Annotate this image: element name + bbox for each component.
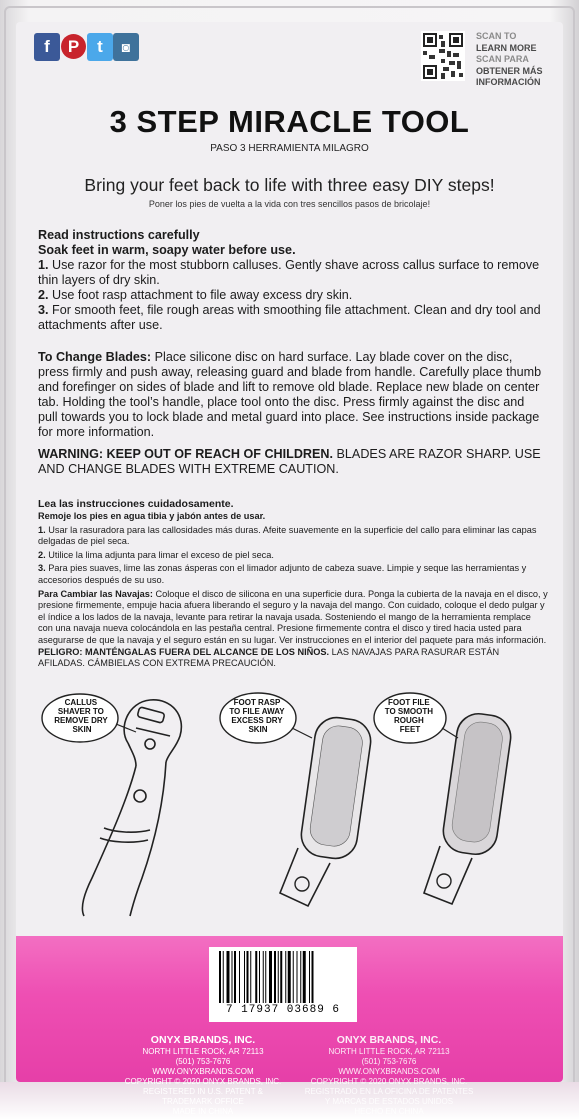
barcode-number: 7 17937 03689 6	[225, 1004, 341, 1016]
address-right: ONYX BRANDS, INC. NORTH LITTLE ROCK, AR 72113 (501) 753-7676 WWW.ONYXBRANDS.COM COPYRIGHT © 2020 ONYX BRANDS, INC. REGISTRADO EN LA OFICINA DE PATENTES Y MARCAS DE ESTADOS UNIDOS HECHO EN CHINA	[304, 1034, 474, 1116]
file-callout-3: ROUGH	[393, 716, 424, 725]
razor-callout-3: REMOVE DRY	[54, 716, 108, 725]
rasp-callout-1: FOOT RASP	[233, 698, 281, 707]
rasp-callout-4: SKIN	[248, 725, 268, 734]
barcode	[209, 947, 357, 1022]
soak-instruction-es: Remoje los pies en agua tibia y jabón antes de usar.	[38, 511, 266, 521]
pinterest-icon[interactable]: P	[61, 34, 86, 59]
step-1: 1. Use razor for the most stubborn calluses. Gently shave across callus surface to remove thin layers of dry skin.	[38, 258, 540, 287]
product-title-es: PASO 3 HERRAMIENTA MILAGRO	[210, 143, 369, 154]
step-2-es: 2. Utilice la lima adjunta para limar el exceso de piel seca.	[38, 549, 274, 560]
address-left: ONYX BRANDS, INC. NORTH LITTLE ROCK, AR 72113 (501) 753-7676 WWW.ONYXBRANDS.COM COPYRIGHT © 2020 ONYX BRANDS, INC. REGISTERED IN U.S. PATENT & TRADEMARK OFFICE MADE IN CHINA	[124, 1034, 282, 1116]
rasp-callout-2: TO FILE AWAY	[229, 707, 285, 716]
instagram-icon[interactable]: ◙	[113, 33, 139, 61]
read-heading-es: Lea las instrucciones cuidadosamente.	[38, 498, 234, 510]
razor-callout-1: CALLUS	[64, 698, 98, 707]
foot-file-illustration	[424, 711, 513, 904]
qr-code[interactable]	[421, 31, 465, 81]
english-instructions	[38, 228, 544, 333]
step-1-es: 1. Usar la rasuradora para las callosidades más duras. Afeite suavemente en la superficie del callo para eliminar las capas delgadas de piel seca.	[38, 524, 537, 547]
change-blades-en: To Change Blades: Place silicone disc on hard surface. Lay blade cover on the disc, press firmly and push away, releasing guard and blade from handle. Carefully place thumb and forefinger on sides of blade and lift to remove old blade. Replace new blade on center tab. Holding the tool’s handle, place tool onto the disc. Press firmly against the disc and pull towards you to lock blade and metal guard into place. See instructions inside package for more information.	[38, 350, 542, 439]
step-2: 2. Use foot rasp attachment to file away excess dry skin.	[38, 288, 353, 302]
facebook-icon[interactable]: f	[34, 33, 60, 61]
razor-callout-2: SHAVER TO	[57, 707, 104, 716]
tagline: Bring your feet back to life with three easy DIY steps!	[84, 175, 495, 195]
rasp-callout	[220, 693, 312, 743]
file-callout	[374, 693, 458, 743]
blister-bottom	[0, 1082, 579, 1120]
twitter-icon[interactable]: t	[87, 33, 113, 61]
social-icons	[34, 33, 139, 61]
read-heading: Read instructions carefully	[38, 228, 200, 242]
file-callout-1: FOOT FILE	[387, 698, 430, 707]
foot-rasp-illustration	[280, 715, 373, 906]
product-title: 3 STEP MIRACLE TOOL	[109, 104, 470, 139]
change-blades-es: Para Cambiar las Navajas: Coloque el disco de silicona en una superficie dura. Ponga la cubierta de la navaja en el disco, y presione firmemente, empuje hacia afuera liberando el seguro y la navaja del mango. Con cuidado, coloque el dedo pulgar y el índice a los lados de la navaja, levante para retirar la navaja usada. Sosteniendo el mango de la herramienta remplace con una navaja nueva colocándola en las pestaña central. Presione firmemente contra el disco y tired hacia usted para asegurarse de que la navaja y el seguro están en su lugar. Ver instrucciones en el interior del paquete para más información.	[38, 588, 548, 645]
tagline-es: Poner los pies de vuelta a la vida con tres sencillos pasos de bricolaje!	[148, 199, 431, 209]
barcode-bars	[219, 951, 347, 1003]
rasp-callout-3: EXCESS DRY	[231, 716, 283, 725]
file-callout-2: TO SMOOTH	[384, 707, 434, 716]
tool-illustrations	[40, 688, 550, 918]
razor-callout	[42, 694, 136, 742]
soak-instruction: Soak feet in warm, soapy water before use.	[38, 243, 296, 257]
scan-text: SCAN TO LEARN MORE SCAN PARA OBTENER MÁS INFORMACIÓN	[476, 31, 543, 87]
file-callout-4: FEET	[399, 725, 421, 734]
warning-en: WARNING: KEEP OUT OF REACH OF CHILDREN. BLADES ARE RAZOR SHARP. USE AND CHANGE BLADES WITH EXTREME CAUTION.	[38, 447, 541, 476]
warning-es: PELIGRO: MANTÉNGALAS FUERA DEL ALCANCE DE LOS NIÑOS. LAS NAVAJAS PARA RASURAR ESTÁN AFILADAS. CÁMBIELAS CON EXTREMA PRECAUCIÓN.	[38, 646, 500, 669]
step-3: 3. For smooth feet, file rough areas with smoothing file attachment. Clean and dry tool and attachments after use.	[38, 303, 541, 332]
spanish-instructions	[38, 498, 548, 670]
razor-callout-4: SKIN	[72, 725, 92, 734]
step-3-es: 3. Para pies suaves, lime las zonas ásperas con el limador adjunto de cabeza suave. Limpie y seque las herramientas y accesorios después de su uso.	[38, 563, 527, 585]
